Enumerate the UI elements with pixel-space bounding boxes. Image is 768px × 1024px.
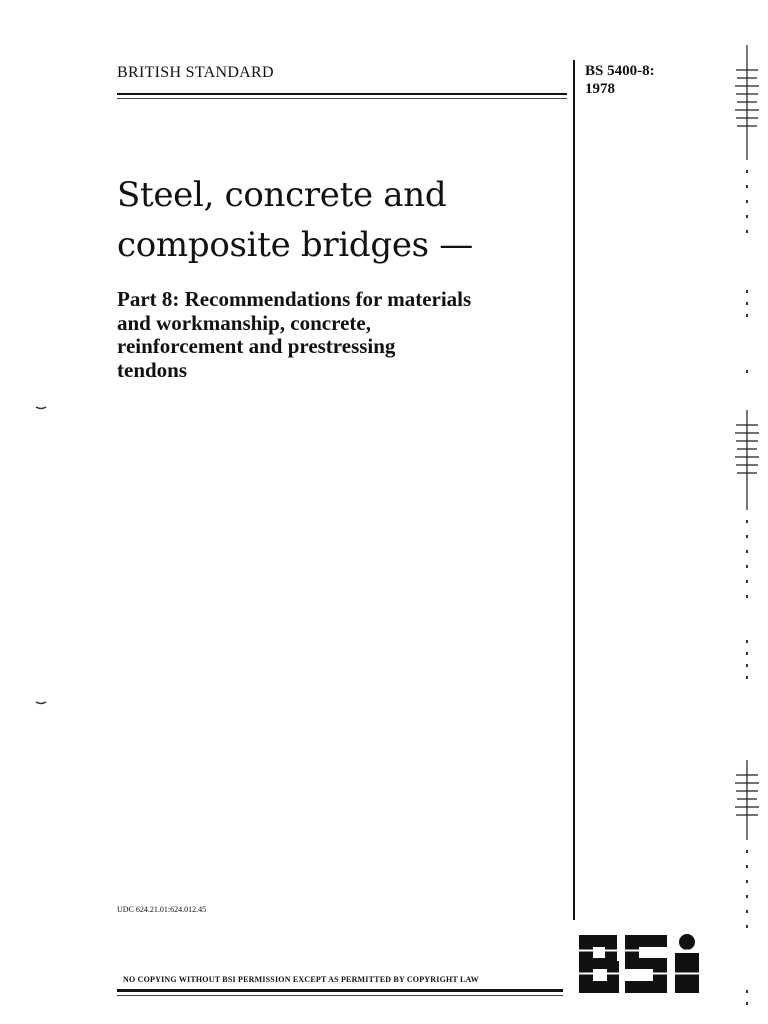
document-subtitle (117, 288, 572, 382)
title-line-1: Steel, concrete and (117, 175, 447, 215)
standard-number-line2: 1978 (585, 81, 615, 97)
bsi-logo (577, 933, 709, 997)
udc-classification: UDC 624.21.01:624.012.45 (117, 905, 207, 914)
subtitle-line-3: reinforcement and prestressing (117, 334, 396, 358)
subtitle-line-1: Part 8: Recommendations for materials (117, 287, 472, 311)
binding-edge-marks (732, 40, 762, 1024)
scan-mark (35, 405, 47, 411)
copyright-notice: NO COPYING WITHOUT BSI PERMISSION EXCEPT AS PERMITTED BY COPYRIGHT LAW (123, 975, 479, 984)
header-rule-thin (117, 98, 567, 99)
standard-number-line1: BS 5400-8: (585, 63, 655, 79)
column-divider (573, 60, 575, 920)
document-title (117, 170, 567, 270)
subtitle-line-4: tendons (117, 357, 188, 382)
footer-rule (117, 989, 563, 992)
standard-number (585, 62, 655, 98)
series-label: BRITISH STANDARD (117, 64, 274, 81)
header-rule (117, 93, 567, 95)
title-line-2: composite bridges — (117, 225, 473, 265)
footer-rule-thin (117, 995, 563, 996)
subtitle-line-2: and workmanship, concrete, (117, 310, 371, 335)
scan-mark (35, 700, 47, 706)
